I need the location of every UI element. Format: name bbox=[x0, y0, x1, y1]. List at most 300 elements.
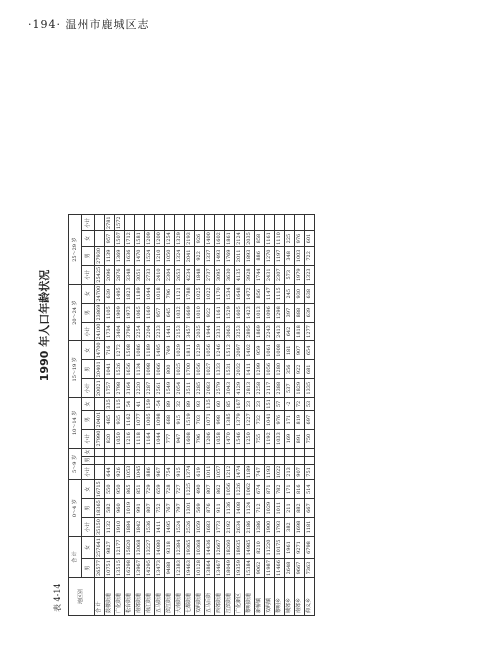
table-cell: 1549 bbox=[165, 379, 175, 398]
table-cell: 32 bbox=[175, 398, 185, 411]
table-cell: 25425 bbox=[95, 265, 105, 284]
table-cell bbox=[205, 456, 215, 464]
table-cell: 356 bbox=[285, 360, 295, 379]
table-cell: 13068 bbox=[135, 537, 145, 559]
table-cell: 1299 bbox=[255, 360, 265, 379]
table-cell bbox=[225, 456, 235, 464]
table-cell: 935 bbox=[115, 410, 125, 429]
sub-header: 小计 bbox=[82, 518, 95, 537]
table-cell bbox=[165, 456, 175, 464]
table-cell: 882 bbox=[295, 499, 305, 518]
table-cell: 19365 bbox=[185, 537, 195, 559]
table-cell: 1323 bbox=[305, 265, 315, 284]
table-cell: 645 bbox=[165, 303, 175, 322]
table-cell: 728 bbox=[165, 480, 175, 499]
table-cell: 911 bbox=[215, 499, 225, 518]
table-cell: 41 bbox=[135, 398, 145, 411]
sub-header: 男 bbox=[82, 456, 95, 464]
table-cell: 1041 bbox=[265, 410, 275, 429]
table-cell: 755 bbox=[255, 429, 265, 448]
table-cell: 1008 bbox=[275, 341, 285, 360]
table-cell: 1581 bbox=[135, 231, 145, 247]
sub-header: 小计 bbox=[82, 265, 95, 284]
table-cell: 1189 bbox=[145, 341, 155, 360]
table-cell: 57 bbox=[275, 398, 285, 411]
table-cell: 1086 bbox=[135, 341, 145, 360]
table-cell: 1335 bbox=[305, 379, 315, 398]
table-cell: 3796 bbox=[125, 322, 135, 341]
table-cell bbox=[175, 215, 185, 231]
table-cell: 667 bbox=[305, 499, 315, 518]
group-header: 0～4 岁 bbox=[69, 480, 82, 537]
table-cell: 2410 bbox=[155, 265, 165, 284]
table-row bbox=[305, 215, 315, 616]
table-cell bbox=[95, 398, 105, 411]
table-cell: 12383 bbox=[175, 559, 185, 578]
table-cell: 1212 bbox=[225, 464, 235, 480]
table-cell: 1061 bbox=[265, 341, 275, 360]
table-cell: 1531 bbox=[225, 360, 235, 379]
table-cell: 13515 bbox=[115, 559, 125, 578]
table-cell: 181 bbox=[285, 341, 295, 360]
table-cell: 1058 bbox=[215, 429, 225, 448]
table-cell bbox=[295, 456, 305, 464]
table-cell: 2204 bbox=[145, 322, 155, 341]
table-cell: 1546 bbox=[235, 429, 245, 448]
table-row bbox=[275, 215, 285, 616]
table-cell: 1773 bbox=[215, 518, 225, 537]
table-cell: 3063 bbox=[225, 322, 235, 341]
table-cell: 858 bbox=[255, 231, 265, 247]
table-cell: 135 bbox=[205, 398, 215, 411]
table-cell: 796 bbox=[165, 284, 175, 303]
table-cell: 2526 bbox=[185, 518, 195, 537]
table-cell: 3457 bbox=[185, 322, 195, 341]
table-cell: 1059 bbox=[195, 518, 205, 537]
table-cell: 27990 bbox=[95, 429, 105, 448]
table-cell: 1572 bbox=[115, 215, 125, 231]
table-cell: 865 bbox=[125, 480, 135, 499]
table-cell bbox=[165, 448, 175, 456]
table-cell bbox=[95, 448, 105, 456]
table-cell: 1744 bbox=[255, 265, 265, 284]
table-cell: 959 bbox=[255, 341, 265, 360]
table-cell: 807 bbox=[205, 480, 215, 499]
table-cell: 10368 bbox=[195, 537, 205, 559]
table-cell: 886 bbox=[255, 246, 265, 265]
table-cell: 1056 bbox=[205, 341, 215, 360]
table-cell: 1909 bbox=[115, 303, 125, 322]
table-cell: 1333 bbox=[215, 360, 225, 379]
table-row bbox=[295, 215, 305, 616]
table-cell: 9488 bbox=[165, 559, 175, 578]
table-cell: 1229 bbox=[195, 341, 205, 360]
sub-header: 小计 bbox=[82, 215, 95, 231]
page-header: ·194· 温州市鹿城区志 bbox=[28, 18, 150, 31]
table-cell bbox=[185, 215, 195, 231]
group-header: 15～19 岁 bbox=[69, 341, 82, 398]
table-cell: 10751 bbox=[105, 559, 115, 578]
table-cell: 4135 bbox=[235, 265, 245, 284]
region-name: 西郊街道 bbox=[215, 578, 225, 616]
table-cell: 1018 bbox=[155, 284, 165, 303]
table-cell: 922 bbox=[205, 303, 215, 322]
table-cell bbox=[125, 456, 135, 464]
table-cell: 3095 bbox=[215, 265, 225, 284]
table-cell: 3051 bbox=[135, 265, 145, 284]
table-cell bbox=[305, 456, 315, 464]
table-cell: 1648 bbox=[235, 284, 245, 303]
table-cell: 23 bbox=[245, 398, 255, 411]
table-cell: 245 bbox=[285, 284, 295, 303]
table-cell: 907 bbox=[295, 464, 305, 480]
table-cell bbox=[125, 215, 135, 231]
table-cell: 2054 bbox=[175, 379, 185, 398]
table-cell: 1192 bbox=[265, 429, 275, 448]
table-row bbox=[205, 215, 215, 616]
table-cell: 3348 bbox=[125, 265, 135, 284]
group-header: 20～24 岁 bbox=[69, 284, 82, 341]
age-table bbox=[68, 214, 315, 616]
table-cell: 1277 bbox=[305, 322, 315, 341]
table-cell: 639 bbox=[305, 303, 315, 322]
table-cell: 1164 bbox=[145, 429, 155, 448]
table-cell: 1605 bbox=[235, 303, 245, 322]
table-cell: 1973 bbox=[125, 303, 135, 322]
table-cell: 1493 bbox=[215, 246, 225, 265]
table-cell: 800 bbox=[165, 360, 175, 379]
table-cell bbox=[105, 448, 115, 456]
table-cell: 674 bbox=[255, 480, 265, 499]
sub-header: 女 bbox=[82, 448, 95, 456]
sub-header: 小计 bbox=[82, 322, 95, 341]
table-cell: 922 bbox=[195, 246, 205, 265]
table-cell: 1246 bbox=[215, 341, 225, 360]
table-cell: 1062 bbox=[245, 480, 255, 499]
table-cell: 1250 bbox=[245, 429, 255, 448]
table-cell: 171 bbox=[285, 480, 295, 499]
table-cell: 3511 bbox=[185, 379, 195, 398]
table-cell: 382 bbox=[285, 518, 295, 537]
table-cell: 85 bbox=[225, 398, 235, 411]
table-cell: 749 bbox=[165, 341, 175, 360]
table-cell: 1669 bbox=[185, 303, 195, 322]
table-cell: 15820 bbox=[125, 537, 135, 559]
table-cell: 9062 bbox=[255, 559, 265, 578]
table-cell: 12667 bbox=[215, 537, 225, 559]
table-row bbox=[285, 215, 295, 616]
table-cell bbox=[215, 448, 225, 456]
table-cell: 1337 bbox=[205, 246, 215, 265]
table-number: 表 4-14 bbox=[53, 583, 62, 612]
table-cell: 1189 bbox=[245, 464, 255, 480]
table-cell: 60 bbox=[215, 398, 225, 411]
table-cell: 9318 bbox=[165, 537, 175, 559]
table-cell: 1136 bbox=[225, 499, 235, 518]
table-cell: 976 bbox=[295, 231, 305, 247]
table-body bbox=[95, 215, 315, 616]
sub-header: 小计 bbox=[82, 379, 95, 398]
table-cell: 796 bbox=[195, 429, 205, 448]
table-cell: 991 bbox=[135, 499, 145, 518]
table-cell bbox=[285, 215, 295, 231]
table-cell: 4234 bbox=[185, 265, 195, 284]
table-cell: 1526 bbox=[115, 360, 125, 379]
table-cell: 642 bbox=[285, 322, 295, 341]
table-cell: 1105 bbox=[105, 303, 115, 322]
table-cell: 13967 bbox=[135, 559, 145, 578]
total-header: 合 计 bbox=[69, 537, 82, 578]
table-cell: 2041 bbox=[185, 246, 195, 265]
table-cell: 1400 bbox=[205, 231, 215, 247]
table-cell: 1124 bbox=[245, 499, 255, 518]
table-cell: 716 bbox=[105, 341, 115, 360]
table-cell: 1529 bbox=[225, 303, 235, 322]
region-name: 松台街道 bbox=[125, 578, 135, 616]
table-cell: 10175 bbox=[275, 537, 285, 559]
table-cell: 2258 bbox=[255, 379, 265, 398]
table-cell: 18935 bbox=[235, 537, 245, 559]
table-cell: 915 bbox=[175, 464, 185, 480]
group-header: 5～9 岁 bbox=[69, 448, 82, 480]
table-cell bbox=[175, 456, 185, 464]
table-cell: 1029 bbox=[265, 499, 275, 518]
table-cell bbox=[295, 448, 305, 456]
table-cell: 1272 bbox=[115, 341, 125, 360]
table-row bbox=[125, 215, 135, 616]
table-cell: 1110 bbox=[275, 231, 285, 247]
table-cell: 1386 bbox=[255, 518, 265, 537]
region-name: 南郊乡 bbox=[295, 578, 305, 616]
table-cell: 1298 bbox=[275, 303, 285, 322]
table-cell: 998 bbox=[215, 410, 225, 429]
table-cell: 638 bbox=[305, 284, 315, 303]
region-name: 黎明乡 bbox=[275, 578, 285, 616]
table-cell: -54 bbox=[155, 398, 165, 411]
table-cell: 3043 bbox=[225, 379, 235, 398]
table-cell: 2331 bbox=[215, 322, 225, 341]
table-cell: -2 bbox=[285, 398, 295, 411]
table-cell: 820 bbox=[105, 429, 115, 448]
table-cell: 20021 bbox=[95, 379, 105, 398]
table-cell: 169 bbox=[285, 429, 295, 448]
table-cell bbox=[175, 448, 185, 456]
table-cell: 93 bbox=[195, 398, 205, 411]
sub-header: 女 bbox=[82, 398, 95, 411]
table-cell: 9667 bbox=[295, 559, 305, 578]
table-cell bbox=[245, 215, 255, 231]
table-cell: 2032 bbox=[235, 360, 245, 379]
table-cell: 1132 bbox=[105, 518, 115, 537]
table-cell: 1495 bbox=[115, 284, 125, 303]
table-cell: 856 bbox=[255, 284, 265, 303]
sub-header: 女 bbox=[82, 284, 95, 303]
table-cell: 1044 bbox=[145, 284, 155, 303]
table-cell: 1005 bbox=[145, 410, 155, 429]
sub-header: 小计 bbox=[82, 464, 95, 480]
table-cell: 1025 bbox=[195, 284, 205, 303]
table-cell bbox=[245, 456, 255, 464]
table-cell: 2243 bbox=[265, 322, 275, 341]
table-cell: 777 bbox=[165, 429, 175, 448]
table-cell: 2153 bbox=[175, 322, 185, 341]
table-cell: 1216 bbox=[125, 429, 135, 448]
table-cell: 752 bbox=[155, 499, 165, 518]
table-cell: 3253 bbox=[235, 322, 245, 341]
table-cell: 225 bbox=[285, 231, 295, 247]
table-row bbox=[255, 215, 265, 616]
group-header: 25～29 岁 bbox=[69, 215, 82, 284]
table-cell: 751 bbox=[305, 464, 315, 480]
table-cell: 1139 bbox=[105, 246, 115, 265]
table-cell: 688 bbox=[165, 410, 175, 429]
table-cell: 1189 bbox=[135, 284, 145, 303]
table-cell: 2083 bbox=[205, 379, 215, 398]
table-cell: 2304 bbox=[165, 265, 175, 284]
table-cell bbox=[285, 448, 295, 456]
table-cell bbox=[255, 456, 265, 464]
table-cell: 1065 bbox=[135, 303, 145, 322]
table-cell bbox=[275, 448, 285, 456]
table-cell: 1056 bbox=[225, 480, 235, 499]
table-row bbox=[175, 215, 185, 616]
table-cell: 1524 bbox=[145, 246, 155, 265]
region-name: 五马后街 bbox=[205, 578, 215, 616]
table-cell: 4129 bbox=[235, 379, 245, 398]
table-cell bbox=[235, 448, 245, 456]
table-cell: 2813 bbox=[245, 379, 255, 398]
table-cell: 171 bbox=[285, 410, 295, 429]
table-cell: 151 bbox=[265, 398, 275, 411]
table-row bbox=[225, 215, 235, 616]
table-cell bbox=[145, 215, 155, 231]
table-cell: 1134 bbox=[135, 360, 145, 379]
table-cell: 1495 bbox=[155, 341, 165, 360]
table-cell: 1474 bbox=[235, 464, 245, 480]
table-cell bbox=[95, 215, 105, 231]
table-cell: 2737 bbox=[205, 265, 215, 284]
table-cell: 1053 bbox=[125, 464, 135, 480]
table-cell: 1524 bbox=[175, 518, 185, 537]
table-cell: 2011 bbox=[235, 246, 245, 265]
table-cell: 644 bbox=[105, 464, 115, 480]
table-cell: 11987 bbox=[265, 559, 275, 578]
table-cell bbox=[235, 456, 245, 464]
table-cell: 2192 bbox=[225, 518, 235, 537]
table-cell: 14700 bbox=[95, 341, 105, 360]
table-cell: 2653 bbox=[175, 265, 185, 284]
sub-header: 男 bbox=[82, 559, 95, 578]
table-cell bbox=[105, 456, 115, 464]
table-cell: 12177 bbox=[115, 537, 125, 559]
table-cell: 1369 bbox=[115, 246, 125, 265]
table-cell: 886 bbox=[145, 464, 155, 480]
table-cell: 537 bbox=[285, 379, 295, 398]
table-cell: 550 bbox=[105, 480, 115, 499]
table-cell bbox=[195, 215, 205, 231]
table-cell: 712 bbox=[255, 499, 265, 518]
table-cell: 1270 bbox=[265, 246, 275, 265]
table-cell: 13864 bbox=[205, 559, 215, 578]
table-cell: 1098 bbox=[155, 410, 165, 429]
table-cell: 13473 bbox=[155, 559, 165, 578]
table-cell: 1162 bbox=[125, 410, 135, 429]
table-cell: 888 bbox=[295, 303, 305, 322]
table-cell: 2220 bbox=[135, 379, 145, 398]
table-cell: 750 bbox=[305, 429, 315, 448]
table-cell: 89 bbox=[165, 398, 175, 411]
table-cell bbox=[305, 215, 315, 231]
table-cell: 1050 bbox=[165, 246, 175, 265]
table-row bbox=[145, 215, 155, 616]
table-cell: 1161 bbox=[215, 303, 225, 322]
table-cell: 1402 bbox=[245, 341, 255, 360]
table-cell bbox=[305, 448, 315, 456]
table-cell: 167 bbox=[235, 398, 245, 411]
table-cell: 871 bbox=[265, 480, 275, 499]
table-cell: 947 bbox=[175, 429, 185, 448]
table-cell: 1019 bbox=[125, 499, 135, 518]
table-cell: 807 bbox=[145, 499, 155, 518]
table-cell: 1041 bbox=[105, 360, 115, 379]
region-name: 南汇街道 bbox=[145, 578, 155, 616]
table-title: 1990 年人口年龄状况 bbox=[38, 269, 51, 382]
rotated-table-area bbox=[30, 33, 470, 618]
table-cell: 2097 bbox=[235, 341, 245, 360]
table-cell: 1842 bbox=[135, 518, 145, 537]
sub-header: 女 bbox=[82, 231, 95, 247]
table-cell bbox=[165, 215, 175, 231]
table-cell: 1961 bbox=[285, 537, 295, 559]
table-cell: 16298 bbox=[125, 559, 135, 578]
table-cell: 14295 bbox=[145, 559, 155, 578]
table-cell: 1900 bbox=[265, 518, 275, 537]
table-cell: 754 bbox=[165, 464, 175, 480]
table-row bbox=[245, 215, 255, 616]
table-cell: 1227 bbox=[245, 410, 255, 429]
table-cell: 9827 bbox=[105, 537, 115, 559]
table-cell: 1374 bbox=[185, 464, 195, 480]
table-cell: 2117 bbox=[265, 379, 275, 398]
table-cell bbox=[145, 448, 155, 456]
table-cell: 1848 bbox=[195, 265, 205, 284]
table-cell bbox=[205, 215, 215, 231]
table-cell: 1683 bbox=[205, 518, 215, 537]
table-cell: 7363 bbox=[305, 559, 315, 578]
table-cell: 1121 bbox=[175, 284, 185, 303]
table-cell: 1910 bbox=[115, 518, 125, 537]
table-cell: 1010 bbox=[195, 303, 205, 322]
table-cell bbox=[185, 456, 195, 464]
region-name: 黎明街道 bbox=[245, 578, 255, 616]
table-cell: 1944 bbox=[205, 322, 215, 341]
table-row bbox=[165, 215, 175, 616]
table-cell: 816 bbox=[295, 480, 305, 499]
table-cell: 1519 bbox=[185, 410, 195, 429]
table-cell: 1057 bbox=[215, 464, 225, 480]
table-cell: 213 bbox=[285, 464, 295, 480]
table-cell bbox=[285, 456, 295, 464]
table-cell: 18049 bbox=[225, 559, 235, 578]
region-header: 地区别 bbox=[69, 578, 95, 616]
table-cell: 819 bbox=[295, 410, 305, 429]
table-cell: 2035 bbox=[195, 322, 205, 341]
region-name: 新桥镇 bbox=[255, 578, 265, 616]
table-cell: 659 bbox=[155, 480, 165, 499]
table-cell: 2579 bbox=[215, 379, 225, 398]
table-cell: 2431 bbox=[265, 265, 275, 284]
table-cell: 2648 bbox=[285, 559, 295, 578]
